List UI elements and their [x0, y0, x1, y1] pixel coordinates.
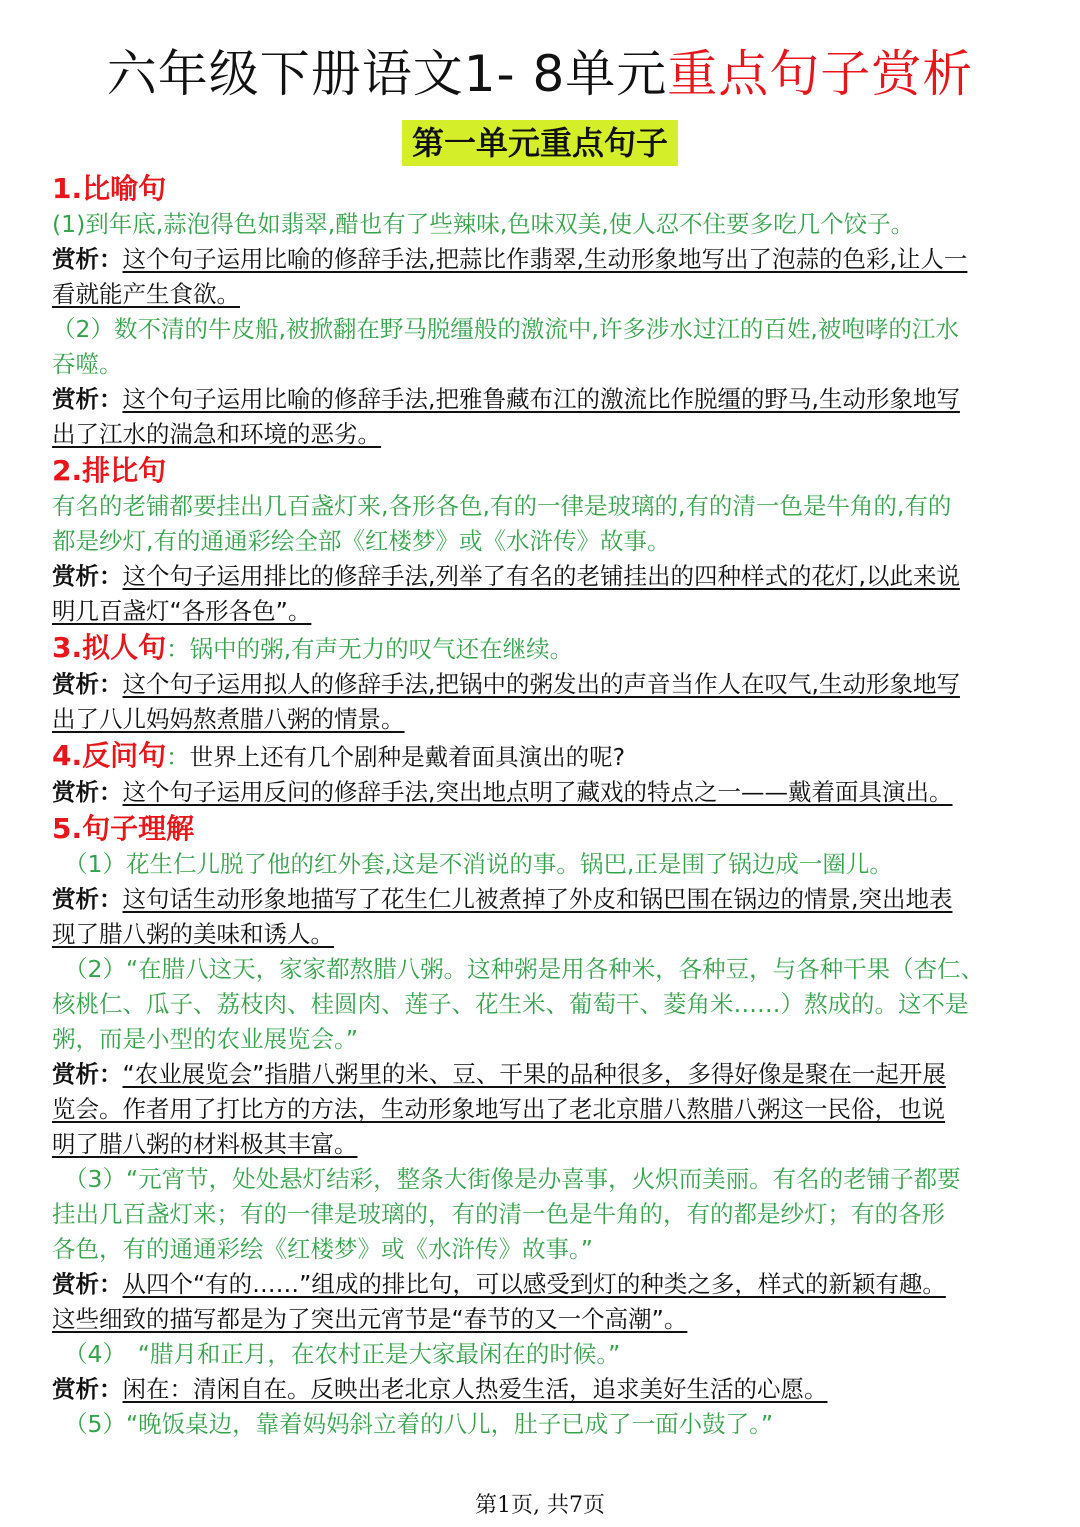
heading-separator: ： — [166, 635, 190, 663]
analysis-text: 这句话生动形象地描写了花生仁儿被煮掉了外皮和锅巴围在锅边的情景,突出地表 — [122, 885, 953, 913]
example-sentence: （2）“在腊八这天，家家都熬腊八粥。这种粥是用各种米，各种豆，与各种干果（杏仁、 — [64, 955, 985, 983]
analysis-line — [52, 1092, 1032, 1127]
analysis-line — [52, 559, 1032, 594]
title-part-black: 六年级下册语文1- 8单元 — [106, 45, 668, 103]
analysis-label: 赏析： — [52, 1270, 123, 1298]
analysis-line — [52, 882, 1032, 917]
analysis-line — [52, 1127, 1032, 1162]
title-part-red: 重点句子赏析 — [667, 45, 974, 103]
analysis-text: 这些细致的描写都是为了突出元宵节是“春节的又一个高潮”。 — [52, 1305, 688, 1333]
example-sentence: 锅中的粥,有声无力的叹气还在继续。 — [189, 635, 574, 663]
analysis-text: 这个句子运用排比的修辞手法,列举了有名的老铺挂出的四种样式的花灯,以此来说 — [122, 562, 960, 590]
analysis-text: 出了八儿妈妈熬煮腊八粥的情景。 — [52, 705, 405, 733]
analysis-line — [52, 594, 1032, 629]
analysis-line — [52, 667, 1032, 702]
section-heading-parallelism: 2.排比句 — [52, 454, 167, 487]
example-sentence: 各色，有的通通彩绘《红楼梦》或《水浒传》故事。” — [52, 1235, 593, 1263]
section-heading-metaphor: 1.比喻句 — [52, 172, 167, 205]
analysis-text: 从四个“有的……”组成的排比句，可以感受到灯的种类之多，样式的新颖有趣。 — [122, 1270, 946, 1298]
analysis-line — [52, 702, 1032, 737]
analysis-line — [52, 1372, 1032, 1407]
analysis-label: 赏析： — [52, 245, 123, 273]
section-line-rhetorical-question — [52, 737, 1032, 775]
example-sentence: （2）数不清的牛皮船,被掀翻在野马脱缰般的激流中,许多涉水过江的百姓,被咆哮的江水 — [52, 315, 959, 343]
analysis-line — [52, 242, 1032, 277]
analysis-text: 现了腊八粥的美味和诱人。 — [52, 920, 334, 948]
example-sentence: （5）“晚饭桌边，靠着妈妈斜立着的八儿，肚子已成了一面小鼓了。” — [64, 1410, 774, 1438]
unit-title-wrap — [0, 120, 1080, 166]
analysis-line — [52, 917, 1032, 952]
example-sentence: 世界上还有几个剧种是戴着面具演出的呢? — [189, 743, 626, 771]
analysis-text: 这个句子运用反问的修辞手法,突出地点明了藏戏的特点之一——戴着面具演出。 — [122, 778, 953, 806]
example-sentence: 挂出几百盏灯来；有的一律是玻璃的，有的清一色是牛角的，有的都是纱灯；有的各形 — [52, 1200, 945, 1228]
example-sentence: （1）花生仁儿脱了他的红外套,这是不消说的事。锅巴,正是围了锅边成一圈儿。 — [64, 850, 893, 878]
analysis-line — [52, 382, 1032, 417]
content-body — [52, 170, 1032, 1442]
analysis-text: 出了江水的湍急和环境的恶劣。 — [52, 420, 381, 448]
example-sentence: 粥，而是小型的农业展览会。” — [52, 1025, 358, 1053]
page-title — [0, 42, 1080, 106]
section-heading-personification: 3.拟人句 — [52, 631, 167, 664]
analysis-line — [52, 1267, 1032, 1302]
analysis-line — [52, 1057, 1032, 1092]
analysis-text: 这个句子运用拟人的修辞手法,把锅中的粥发出的声音当作人在叹气,生动形象地写 — [122, 670, 960, 698]
example-sentence: 都是纱灯,有的通通彩绘全部《红楼梦》或《水浒传》故事。 — [52, 527, 671, 555]
analysis-text: 明了腊八粥的材料极其丰富。 — [52, 1130, 358, 1158]
analysis-label: 赏析： — [52, 562, 123, 590]
heading-separator: ： — [166, 743, 190, 771]
analysis-label: 赏析： — [52, 1375, 123, 1403]
analysis-text: “农业展览会”指腊八粥里的米、豆、干果的品种很多，多得好像是聚在一起开展 — [122, 1060, 946, 1088]
analysis-text: 这个句子运用比喻的修辞手法,把雅鲁藏布江的激流比作脱缰的野马,生动形象地写 — [122, 385, 960, 413]
analysis-line — [52, 277, 1032, 312]
example-sentence: （3）“元宵节，处处悬灯结彩，整条大街像是办喜事，火炽而美丽。有名的老铺子都要 — [64, 1165, 961, 1193]
section-heading-sentence-understanding: 5.句子理解 — [52, 812, 195, 845]
analysis-text: 明几百盏灯“各形各色”。 — [52, 597, 312, 625]
analysis-label: 赏析： — [52, 885, 123, 913]
analysis-label: 赏析： — [52, 670, 123, 698]
analysis-text: 览会。作者用了打比方的方法，生动形象地写出了老北京腊八熬腊八粥这一民俗，也说 — [52, 1095, 945, 1123]
example-sentence: 有名的老铺都要挂出几百盏灯来,各形各色,有的一律是玻璃的,有的清一色是牛角的,有的 — [52, 492, 952, 520]
example-sentence: (1)到年底,蒜泡得色如翡翠,醋也有了些辣味,色味双美,使人忍不住要多吃几个饺子。 — [52, 210, 915, 238]
analysis-line — [52, 1302, 1032, 1337]
unit-title: 第一单元重点句子 — [402, 120, 678, 166]
example-sentence: 吞噬。 — [52, 350, 123, 378]
analysis-label: 赏析： — [52, 778, 123, 806]
analysis-text: 这个句子运用比喻的修辞手法,把蒜比作翡翠,生动形象地写出了泡蒜的色彩,让人一 — [122, 245, 968, 273]
example-sentence: （4） “腊月和正月，在农村正是大家最闲在的时候。” — [64, 1340, 621, 1368]
example-sentence: 核桃仁、瓜子、荔枝肉、桂圆肉、莲子、花生米、葡萄干、菱角米……）熬成的。这不是 — [52, 990, 969, 1018]
analysis-text: 闲在：清闲自在。反映出老北京人热爱生活，追求美好生活的心愿。 — [122, 1375, 828, 1403]
analysis-line — [52, 417, 1032, 452]
analysis-line — [52, 775, 1032, 810]
analysis-label: 赏析： — [52, 385, 123, 413]
section-line-personification — [52, 629, 1032, 667]
analysis-text: 看就能产生食欲。 — [52, 280, 240, 308]
analysis-label: 赏析： — [52, 1060, 123, 1088]
page-footer: 第1页, 共7页 — [475, 1493, 605, 1518]
section-heading-rhetorical-question: 4.反问句 — [52, 739, 167, 772]
